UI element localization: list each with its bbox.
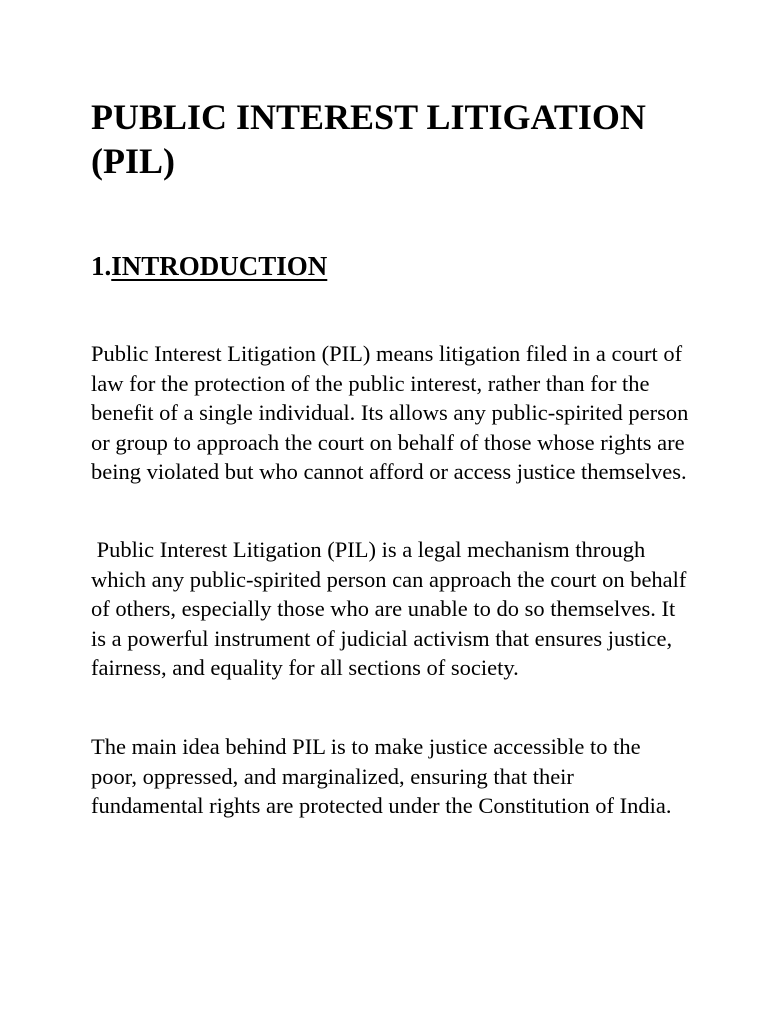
section-number: 1. — [91, 251, 112, 281]
paragraph-3: The main idea behind PIL is to make justice accessible to the poor, oppressed, and marginalized, ensuring that their fundamental rights are protected under the Constitution of India. — [91, 734, 672, 819]
document-title: PUBLIC INTEREST LITIGATION (PIL) — [91, 97, 646, 181]
paragraph-2: Public Interest Litigation (PIL) is a legal mechanism through which any public-spirited person can approach the court on behalf of others, especially those who are unable to do so themselves. It is a powerful instrument of judicial activism that ensures justice, fairness, and equality for all sections of society. — [91, 537, 693, 681]
section-title: INTRODUCTION — [111, 251, 328, 281]
section-heading — [91, 250, 327, 282]
paragraph-1: Public Interest Litigation (PIL) means litigation filed in a court of law for the protection of the public interest, rather than for the benefit of a single individual. Its allows any public-spirited person or group to approach the court on behalf of those whose rights are being violated but who cannot afford or access justice themselves. — [91, 341, 694, 485]
